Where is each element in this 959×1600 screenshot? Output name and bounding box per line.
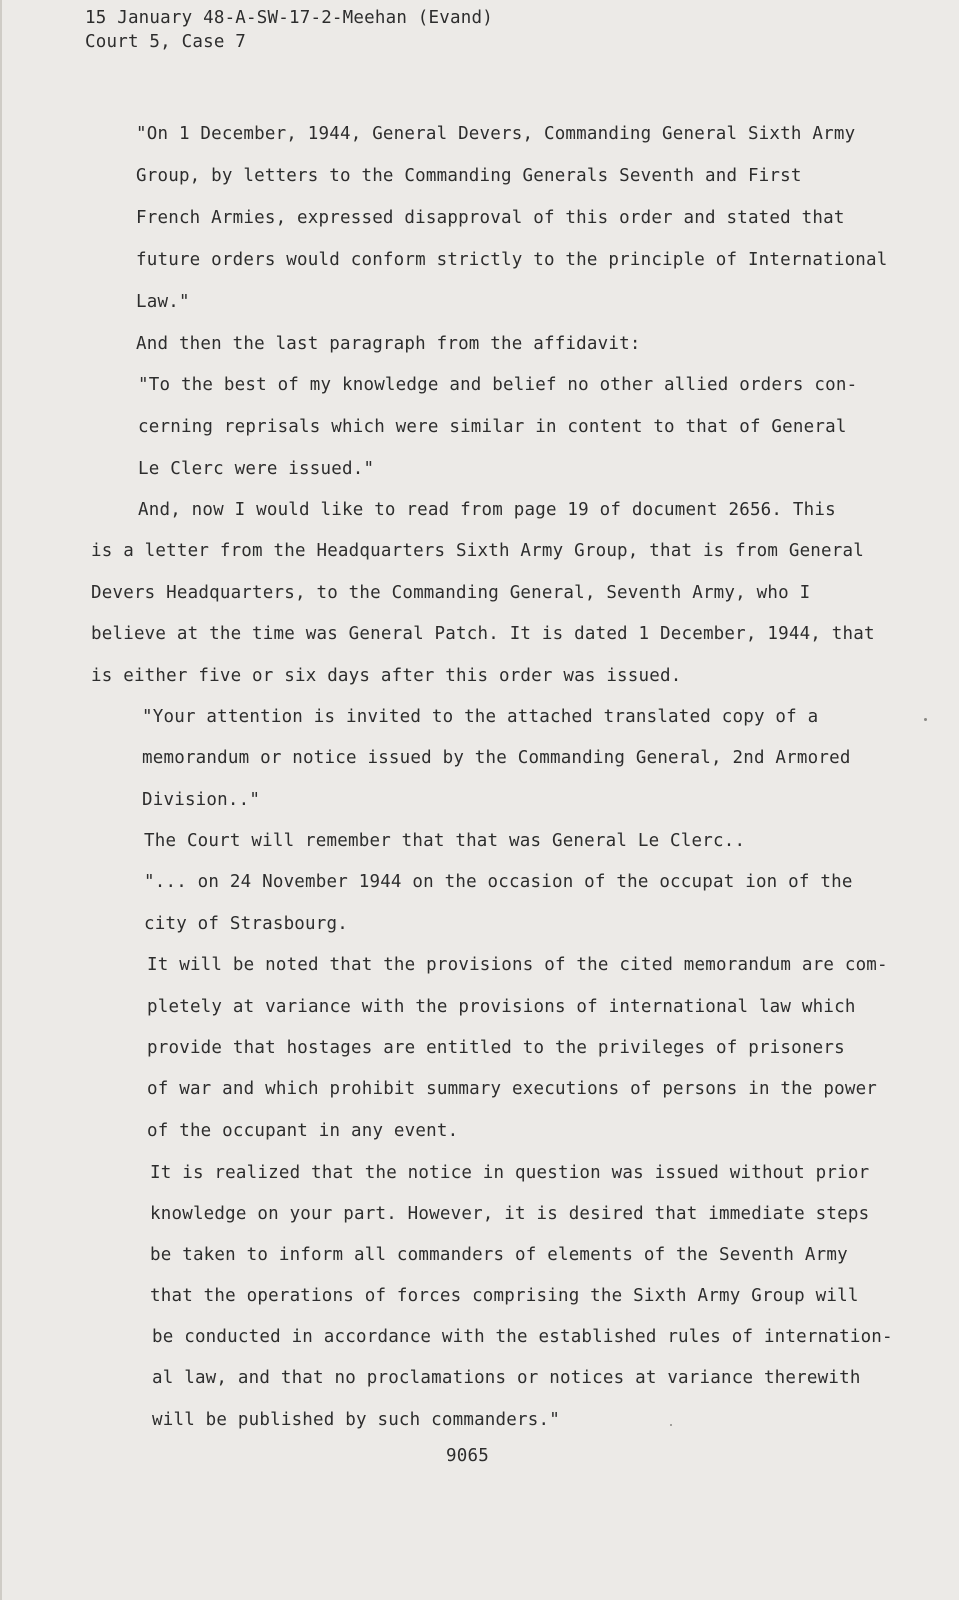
body-line: pletely at variance with the provisions of international law which — [147, 997, 856, 1017]
header-date-reference: 15 January 48-A-SW-17-2-Meehan (Evand) — [85, 8, 493, 28]
body-line: provide that hostages are entitled to the privileges of prisoners — [147, 1038, 845, 1058]
body-line: And, now I would like to read from page 19 of document 2656. This — [138, 500, 836, 520]
body-line: Group, by letters to the Commanding Generals Seventh and First — [136, 166, 802, 186]
body-line: al law, and that no proclamations or notices at variance therewith — [152, 1368, 861, 1388]
header-court-case: Court 5, Case 7 — [85, 32, 247, 52]
body-line: "... on 24 November 1944 on the occasion of the occupat ion of the — [144, 872, 853, 892]
body-line: "To the best of my knowledge and belief no other allied orders con- — [138, 375, 858, 395]
body-line: knowledge on your part. However, it is desired that immediate steps — [150, 1204, 870, 1224]
body-line: city of Strasbourg. — [144, 914, 348, 934]
body-line: of war and which prohibit summary executions of persons in the power — [147, 1079, 878, 1099]
body-line: cerning reprisals which were similar in content to that of General — [138, 417, 847, 437]
body-line: The Court will remember that that was General Le Clerc.. — [144, 831, 746, 851]
body-line: French Armies, expressed disapproval of this order and stated that — [136, 208, 845, 228]
body-line: And then the last paragraph from the affidavit: — [136, 334, 641, 354]
document-header — [85, 6, 493, 54]
body-line: is a letter from the Headquarters Sixth Army Group, that is from General — [91, 541, 864, 561]
paper-speck — [924, 718, 927, 721]
body-line: of the occupant in any event. — [147, 1121, 459, 1141]
body-line: Le Clerc were issued." — [138, 459, 375, 479]
body-line: that the operations of forces comprising the Sixth Army Group will — [150, 1286, 859, 1306]
page-number: 9065 — [446, 1446, 489, 1466]
body-line: be conducted in accordance with the established rules of internation- — [152, 1327, 893, 1347]
body-line: is either five or six days after this order was issued. — [91, 666, 682, 686]
body-line: It will be noted that the provisions of the cited memorandum are com- — [147, 955, 888, 975]
body-line: "Your attention is invited to the attached translated copy of a — [142, 707, 819, 727]
body-line: Law." — [136, 292, 190, 312]
body-line: "On 1 December, 1944, General Devers, Commanding General Sixth Army — [136, 124, 856, 144]
paper-speck — [670, 1424, 672, 1426]
body-line: It is realized that the notice in question was issued without prior — [150, 1163, 870, 1183]
body-line: believe at the time was General Patch. It is dated 1 December, 1944, that — [91, 624, 875, 644]
body-line: be taken to inform all commanders of elements of the Seventh Army — [150, 1245, 848, 1265]
body-line: memorandum or notice issued by the Commanding General, 2nd Armored — [142, 748, 851, 768]
body-line: Devers Headquarters, to the Commanding General, Seventh Army, who I — [91, 583, 811, 603]
body-line: Division.." — [142, 790, 261, 810]
body-line: will be published by such commanders." — [152, 1410, 560, 1430]
body-line: future orders would conform strictly to the principle of International — [136, 250, 888, 270]
